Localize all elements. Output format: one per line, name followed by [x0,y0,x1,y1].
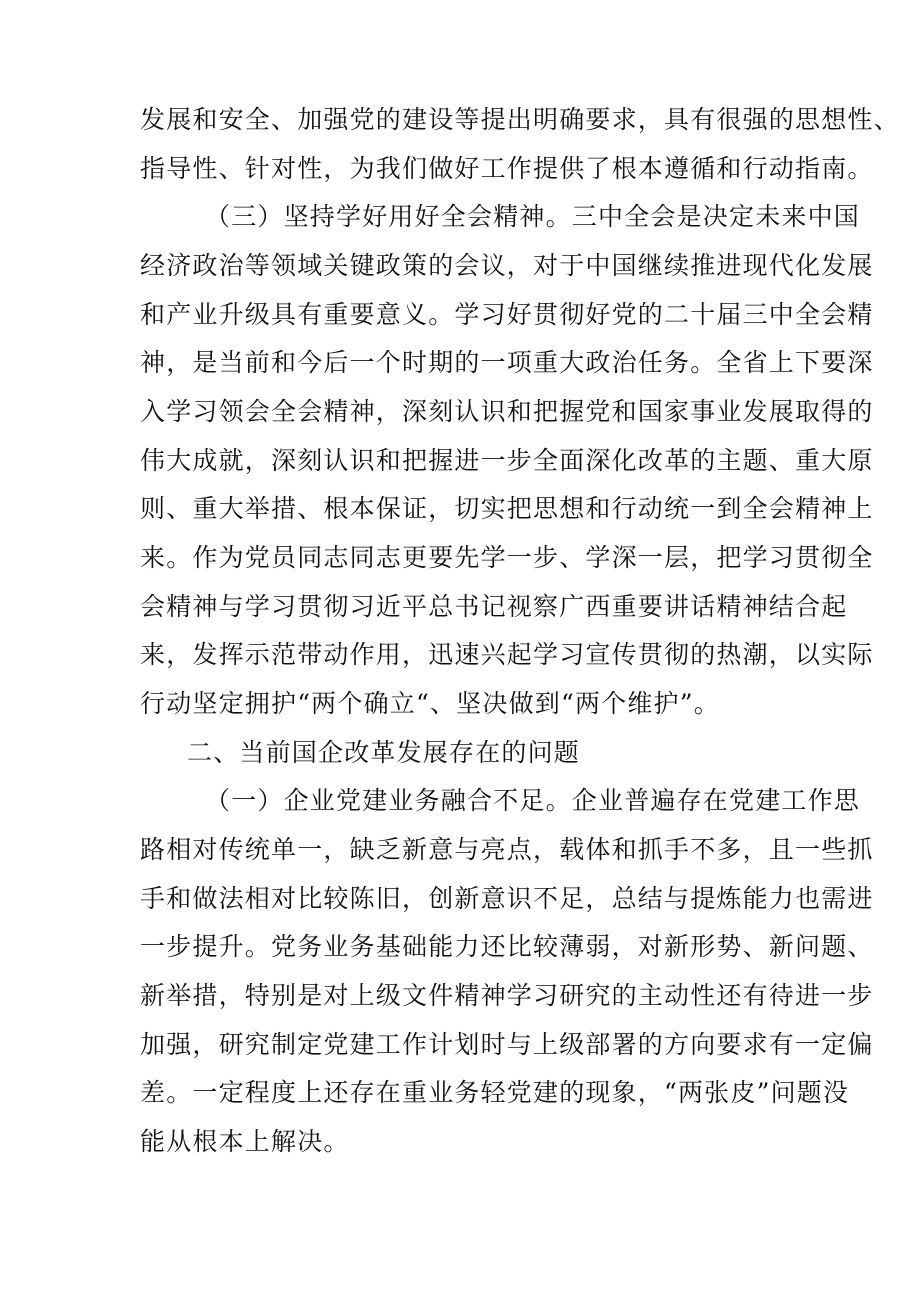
text-line: 伟大成就，深刻认识和把握进一步全面深化改革的主题、重大原 [140,446,874,475]
text-line: （一）企业党建业务融合不足。企业普遍存在党建工作思 [205,786,861,815]
section-heading: 二、当前国企改革发展存在的问题 [187,738,581,767]
text-line: 则、重大举措、根本保证，切实把思想和行动统一到全会精神上 [140,494,874,523]
text-line: 和产业升级具有重要意义。学习好贯彻好党的二十届三中全会精 [140,300,874,329]
text-line: 能从根本上解决。 [140,1127,350,1156]
text-line: （三）坚持学好用好全会精神。三中全会是决定未来中国 [205,202,861,231]
text-line: 来。作为党员同志同志更要先学一步、学深一层，把学习贯彻全 [140,543,874,572]
text-line: 发展和安全、加强党的建设等提出明确要求，具有很强的思想性、 [140,105,900,134]
text-line: 经济政治等领域关键政策的会议，对于中国继续推进现代化发展 [140,251,874,280]
text-line: 指导性、针对性，为我们做好工作提供了根本遵循和行动指南。 [140,154,874,183]
text-line: 神，是当前和今后一个时期的一项重大政治任务。全省上下要深 [140,348,874,377]
text-line: 新举措，特别是对上级文件精神学习研究的主动性还有待进一步 [140,981,874,1010]
text-line: 差。一定程度上还存在重业务轻党建的现象，“两张皮”问题没 [140,1078,850,1107]
text-line: 路相对传统单一，缺乏新意与亮点，载体和抓手不多，且一些抓 [140,835,874,864]
text-line: 一步提升。党务业务基础能力还比较薄弱，对新形势、新问题、 [140,932,874,961]
text-line: 会精神与学习贯彻习近平总书记视察广西重要讲话精神结合起 [140,592,848,621]
text-line: 手和做法相对比较陈旧，创新意识不足，总结与提炼能力也需进 [140,884,874,913]
text-line: 加强，研究制定党建工作计划时与上级部署的方向要求有一定偏 [140,1030,874,1059]
text-line: 来，发挥示范带动作用，迅速兴起学习宣传贯彻的热潮，以实际 [140,640,874,669]
text-line: 入学习领会全会精神，深刻认识和把握党和国家事业发展取得的 [140,397,874,426]
text-line: 行动坚定拥护“两个确立“、坚决做到“两个维护”。 [140,689,720,718]
